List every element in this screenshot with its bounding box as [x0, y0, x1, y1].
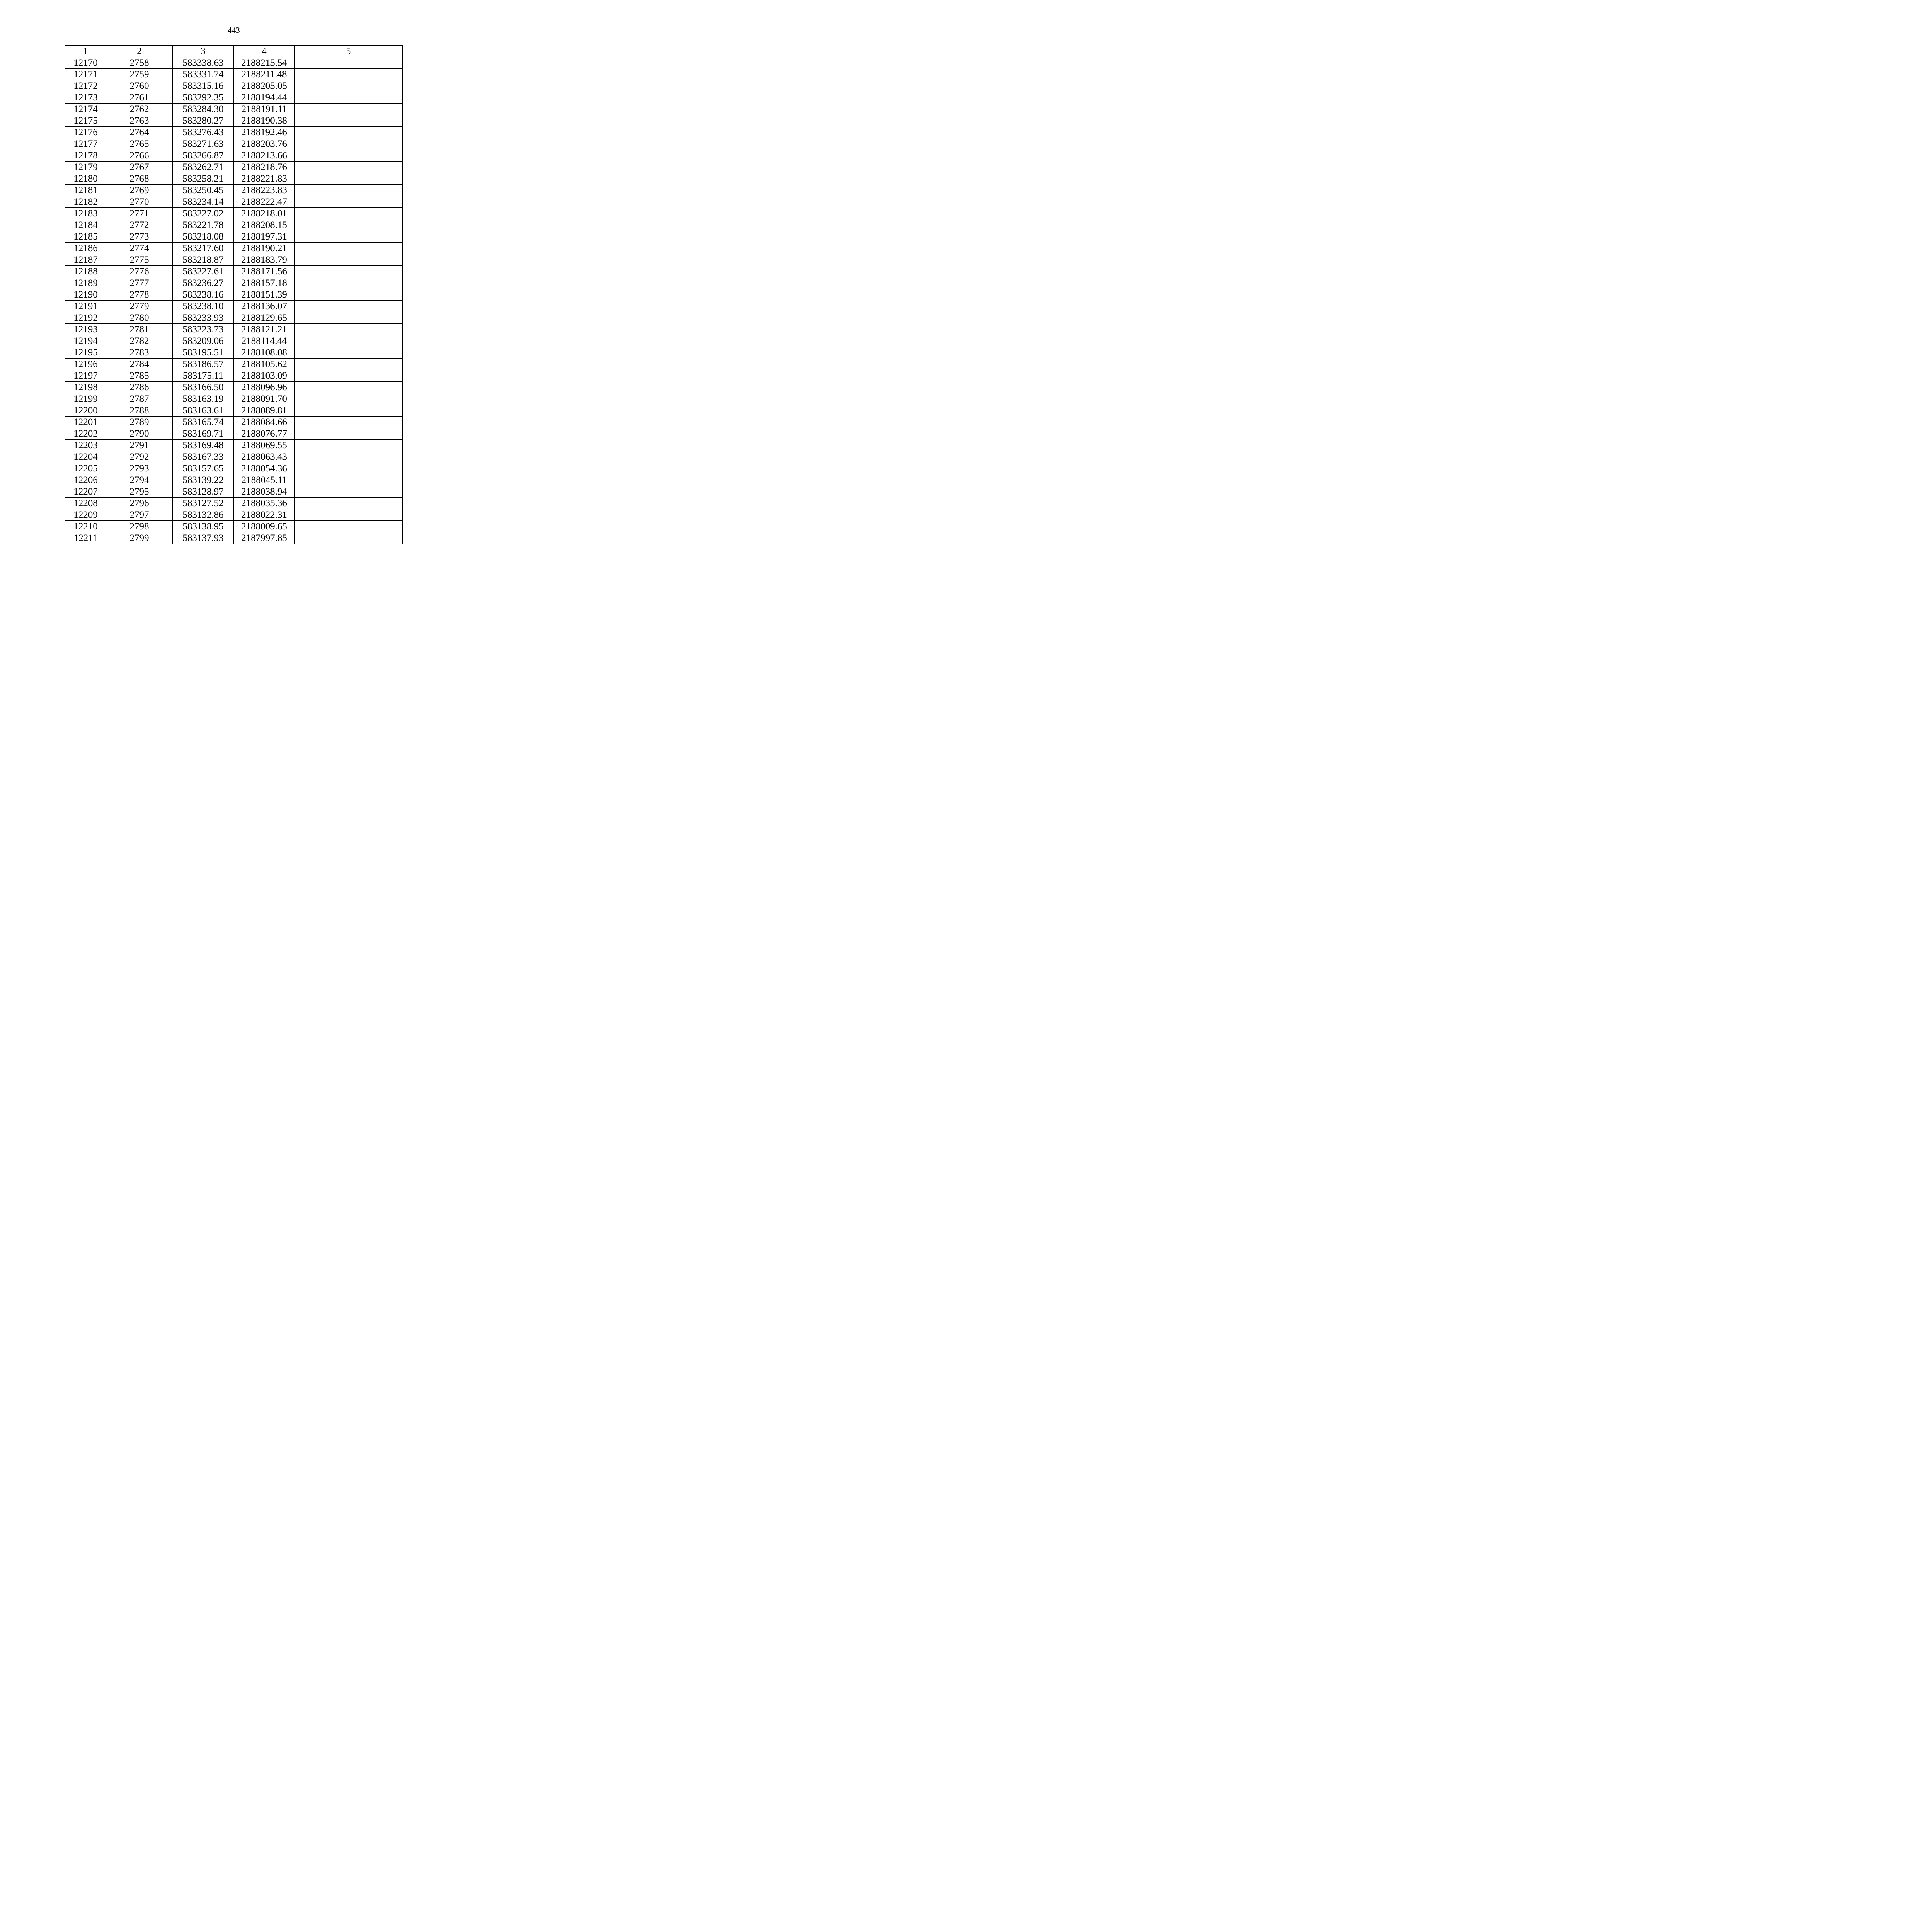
table-row [65, 80, 403, 92]
table-cell [295, 127, 403, 138]
table-cell: 2188222.47 [234, 196, 295, 208]
table-cell: 583258.21 [173, 173, 234, 185]
table-cell: 12171 [65, 69, 106, 80]
table-cell: 583195.51 [173, 347, 234, 359]
table-cell: 583163.19 [173, 393, 234, 405]
table-cell: 2188045.11 [234, 474, 295, 486]
table-cell: 12178 [65, 150, 106, 162]
table-cell: 2188136.07 [234, 301, 295, 312]
table-cell: 2188171.56 [234, 266, 295, 277]
table-cell: 583218.08 [173, 231, 234, 243]
table-cell [295, 254, 403, 266]
table-cell [295, 312, 403, 324]
table-cell: 2772 [106, 219, 173, 231]
table-cell: 583262.71 [173, 162, 234, 173]
table-row [65, 69, 403, 80]
table-cell [295, 474, 403, 486]
table-cell: 2188223.83 [234, 185, 295, 196]
table-row [65, 532, 403, 544]
table-row [65, 254, 403, 266]
table-cell: 2188221.83 [234, 173, 295, 185]
table-cell [295, 324, 403, 335]
table-cell: 2764 [106, 127, 173, 138]
table-cell: 2799 [106, 532, 173, 544]
table-cell: 583128.97 [173, 486, 234, 498]
table-cell [295, 509, 403, 521]
table-row [65, 289, 403, 301]
table-cell: 2188211.48 [234, 69, 295, 80]
table-cell: 2188215.54 [234, 57, 295, 69]
table-cell: 2188108.08 [234, 347, 295, 359]
table-cell: 2188114.44 [234, 335, 295, 347]
table-cell: 583138.95 [173, 521, 234, 532]
table-cell: 2188096.96 [234, 382, 295, 393]
table-row [65, 382, 403, 393]
table-cell: 583266.87 [173, 150, 234, 162]
table-cell [295, 266, 403, 277]
table-cell: 12192 [65, 312, 106, 324]
table-cell: 2770 [106, 196, 173, 208]
table-cell: 2769 [106, 185, 173, 196]
table-row [65, 277, 403, 289]
table-cell [295, 104, 403, 115]
table-cell [295, 185, 403, 196]
table-cell [295, 80, 403, 92]
table-row [65, 347, 403, 359]
table-row [65, 417, 403, 428]
table-cell: 12177 [65, 138, 106, 150]
table-cell: 12186 [65, 243, 106, 254]
table-cell: 2188190.21 [234, 243, 295, 254]
table-cell: 2188103.09 [234, 370, 295, 382]
table-row [65, 498, 403, 509]
table-cell [295, 301, 403, 312]
table-row [65, 243, 403, 254]
table-cell: 2188203.76 [234, 138, 295, 150]
table-cell: 12182 [65, 196, 106, 208]
table-cell [295, 115, 403, 127]
table-cell: 12210 [65, 521, 106, 532]
table-row [65, 127, 403, 138]
table-cell: 583186.57 [173, 359, 234, 370]
table-cell: 12184 [65, 219, 106, 231]
table-cell: 2188084.66 [234, 417, 295, 428]
table-cell: 12199 [65, 393, 106, 405]
table-cell: 12189 [65, 277, 106, 289]
table-cell: 583209.06 [173, 335, 234, 347]
table-cell: 12190 [65, 289, 106, 301]
table-cell: 2188121.21 [234, 324, 295, 335]
table-cell: 12193 [65, 324, 106, 335]
table-cell: 2786 [106, 382, 173, 393]
table-cell: 2758 [106, 57, 173, 69]
table-cell: 2759 [106, 69, 173, 80]
table-cell [295, 162, 403, 173]
table-cell: 12173 [65, 92, 106, 104]
table-cell: 583139.22 [173, 474, 234, 486]
table-cell: 12203 [65, 440, 106, 451]
table-cell: 2798 [106, 521, 173, 532]
table-cell: 2188213.66 [234, 150, 295, 162]
table-cell [295, 486, 403, 498]
table-cell: 583132.86 [173, 509, 234, 521]
table-row [65, 115, 403, 127]
table-cell: 2790 [106, 428, 173, 440]
table-cell: 12174 [65, 104, 106, 115]
table-cell: 2188054.36 [234, 463, 295, 474]
table-cell: 12211 [65, 532, 106, 544]
table-cell [295, 463, 403, 474]
table-cell [295, 289, 403, 301]
table-cell: 12200 [65, 405, 106, 417]
table-cell: 12185 [65, 231, 106, 243]
table-cell: 2188218.01 [234, 208, 295, 219]
table-row [65, 359, 403, 370]
table-row [65, 474, 403, 486]
table-cell: 2782 [106, 335, 173, 347]
table-row [65, 162, 403, 173]
table-cell [295, 219, 403, 231]
table-cell: 2188069.55 [234, 440, 295, 451]
table-cell [295, 440, 403, 451]
table-row [65, 405, 403, 417]
column-header: 3 [173, 46, 234, 57]
table-row [65, 428, 403, 440]
table-row [65, 219, 403, 231]
table-cell: 583271.63 [173, 138, 234, 150]
table-cell: 583238.10 [173, 301, 234, 312]
table-cell: 2765 [106, 138, 173, 150]
table-cell: 2187997.85 [234, 532, 295, 544]
table-cell: 583167.33 [173, 451, 234, 463]
table-row [65, 370, 403, 382]
table-cell [295, 382, 403, 393]
table-cell: 12208 [65, 498, 106, 509]
table-row [65, 104, 403, 115]
table-cell: 583233.93 [173, 312, 234, 324]
column-header: 2 [106, 46, 173, 57]
table-cell: 2762 [106, 104, 173, 115]
table-cell [295, 335, 403, 347]
table-cell: 12179 [65, 162, 106, 173]
table-cell [295, 359, 403, 370]
table-cell: 583227.61 [173, 266, 234, 277]
table-cell: 2188022.31 [234, 509, 295, 521]
table-body [65, 57, 403, 544]
table-row [65, 150, 403, 162]
table-cell: 2791 [106, 440, 173, 451]
table-row [65, 521, 403, 532]
table-cell: 2773 [106, 231, 173, 243]
table-cell: 2787 [106, 393, 173, 405]
table-cell: 2188205.05 [234, 80, 295, 92]
table-cell: 583165.74 [173, 417, 234, 428]
table-cell: 2785 [106, 370, 173, 382]
table-row [65, 92, 403, 104]
table-cell: 583227.02 [173, 208, 234, 219]
table-row [65, 440, 403, 451]
table-cell: 2779 [106, 301, 173, 312]
table-cell: 583284.30 [173, 104, 234, 115]
table-cell: 583250.45 [173, 185, 234, 196]
table-row [65, 138, 403, 150]
table-cell: 2774 [106, 243, 173, 254]
table-cell: 2188038.94 [234, 486, 295, 498]
table-row [65, 451, 403, 463]
table-cell: 2778 [106, 289, 173, 301]
table-cell: 12198 [65, 382, 106, 393]
table-cell: 583280.27 [173, 115, 234, 127]
table-cell: 2777 [106, 277, 173, 289]
table-cell: 12205 [65, 463, 106, 474]
table-cell [295, 92, 403, 104]
table-cell: 2188091.70 [234, 393, 295, 405]
table-cell: 12176 [65, 127, 106, 138]
table-cell: 583234.14 [173, 196, 234, 208]
table-cell: 583137.93 [173, 532, 234, 544]
table-cell: 583223.73 [173, 324, 234, 335]
table-cell: 583276.43 [173, 127, 234, 138]
table-cell: 12175 [65, 115, 106, 127]
table-cell [295, 138, 403, 150]
table-cell [295, 208, 403, 219]
table-cell: 2188194.44 [234, 92, 295, 104]
table-cell: 12170 [65, 57, 106, 69]
table-cell: 2188063.43 [234, 451, 295, 463]
table-cell: 2188157.18 [234, 277, 295, 289]
table-cell: 12197 [65, 370, 106, 382]
table-row [65, 486, 403, 498]
table-cell: 583338.63 [173, 57, 234, 69]
coordinates-table [65, 45, 403, 544]
table-cell: 2188151.39 [234, 289, 295, 301]
table-cell: 2766 [106, 150, 173, 162]
table-row [65, 335, 403, 347]
column-header: 1 [65, 46, 106, 57]
table-cell: 12195 [65, 347, 106, 359]
table-row [65, 324, 403, 335]
table-cell: 12202 [65, 428, 106, 440]
table-cell [295, 370, 403, 382]
table-cell: 583292.35 [173, 92, 234, 104]
table-cell: 12209 [65, 509, 106, 521]
table-cell: 2188076.77 [234, 428, 295, 440]
table-cell [295, 347, 403, 359]
table-cell [295, 451, 403, 463]
table-cell: 2776 [106, 266, 173, 277]
table-cell: 583175.11 [173, 370, 234, 382]
table-row [65, 185, 403, 196]
table-row [65, 173, 403, 185]
table-cell: 2783 [106, 347, 173, 359]
table-row [65, 266, 403, 277]
table-cell [295, 69, 403, 80]
table-header-row [65, 46, 403, 57]
table-cell: 2793 [106, 463, 173, 474]
table-row [65, 312, 403, 324]
table-cell: 2797 [106, 509, 173, 521]
table-cell: 2188009.65 [234, 521, 295, 532]
table-cell: 583157.65 [173, 463, 234, 474]
table-cell: 2768 [106, 173, 173, 185]
table-cell [295, 231, 403, 243]
table-cell: 2784 [106, 359, 173, 370]
table-row [65, 393, 403, 405]
table-cell: 2188218.76 [234, 162, 295, 173]
table-cell: 2775 [106, 254, 173, 266]
table-cell: 2763 [106, 115, 173, 127]
table-cell: 12191 [65, 301, 106, 312]
table-cell: 12206 [65, 474, 106, 486]
table-cell [295, 498, 403, 509]
table-cell [295, 196, 403, 208]
table-cell: 12188 [65, 266, 106, 277]
table-cell: 2760 [106, 80, 173, 92]
table-cell: 583163.61 [173, 405, 234, 417]
table-cell: 2188192.46 [234, 127, 295, 138]
table-cell: 2794 [106, 474, 173, 486]
table-cell: 2781 [106, 324, 173, 335]
table-cell: 2771 [106, 208, 173, 219]
table-cell: 2188183.79 [234, 254, 295, 266]
table-cell: 2188208.15 [234, 219, 295, 231]
table-cell [295, 57, 403, 69]
table-row [65, 301, 403, 312]
table-cell: 12204 [65, 451, 106, 463]
table-row [65, 509, 403, 521]
table-cell: 2788 [106, 405, 173, 417]
table-cell: 2796 [106, 498, 173, 509]
table-cell: 2789 [106, 417, 173, 428]
column-header: 4 [234, 46, 295, 57]
table-cell: 583315.16 [173, 80, 234, 92]
table-cell: 583238.16 [173, 289, 234, 301]
table-cell: 2188197.31 [234, 231, 295, 243]
table-cell: 2188105.62 [234, 359, 295, 370]
table-cell: 583221.78 [173, 219, 234, 231]
table-cell [295, 521, 403, 532]
table-cell: 2780 [106, 312, 173, 324]
table-cell [295, 393, 403, 405]
table-cell [295, 405, 403, 417]
table-cell: 583169.48 [173, 440, 234, 451]
table-cell: 12187 [65, 254, 106, 266]
table-row [65, 208, 403, 219]
table-cell: 2792 [106, 451, 173, 463]
table-cell [295, 243, 403, 254]
table-cell: 12183 [65, 208, 106, 219]
table-cell: 12207 [65, 486, 106, 498]
table-cell: 2767 [106, 162, 173, 173]
table-cell: 12180 [65, 173, 106, 185]
table-cell [295, 150, 403, 162]
table-cell: 583127.52 [173, 498, 234, 509]
table-cell: 12194 [65, 335, 106, 347]
table-cell [295, 173, 403, 185]
table-cell: 583331.74 [173, 69, 234, 80]
table-row [65, 196, 403, 208]
column-header: 5 [295, 46, 403, 57]
table-cell: 583236.27 [173, 277, 234, 289]
table-cell: 583166.50 [173, 382, 234, 393]
table-cell: 583218.87 [173, 254, 234, 266]
table-cell: 2795 [106, 486, 173, 498]
table-cell: 2761 [106, 92, 173, 104]
table-cell: 2188191.11 [234, 104, 295, 115]
table-cell: 12181 [65, 185, 106, 196]
table-cell: 2188190.38 [234, 115, 295, 127]
page-number: 443 [228, 26, 240, 35]
table-cell [295, 428, 403, 440]
table-cell: 583169.71 [173, 428, 234, 440]
table-row [65, 231, 403, 243]
table-row [65, 463, 403, 474]
table-cell: 2188035.36 [234, 498, 295, 509]
table-cell: 2188129.65 [234, 312, 295, 324]
table-cell: 12201 [65, 417, 106, 428]
table-cell [295, 277, 403, 289]
table-row [65, 57, 403, 69]
table-cell: 12172 [65, 80, 106, 92]
table-cell [295, 532, 403, 544]
table-cell: 583217.60 [173, 243, 234, 254]
table-cell: 12196 [65, 359, 106, 370]
table-cell: 2188089.81 [234, 405, 295, 417]
table-cell [295, 417, 403, 428]
